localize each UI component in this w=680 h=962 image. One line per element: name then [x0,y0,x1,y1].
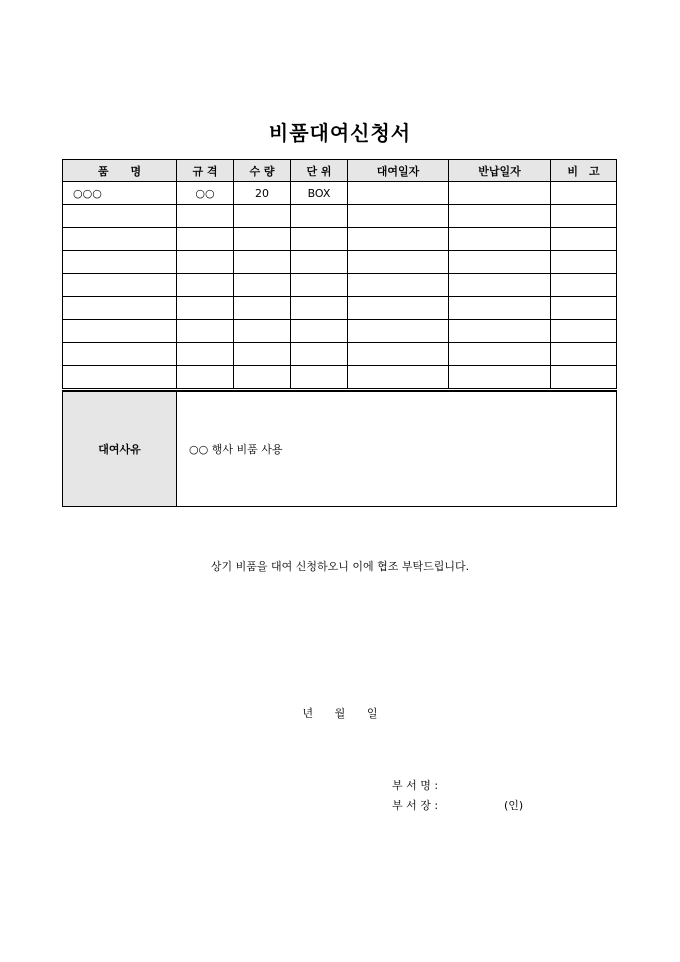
cell-rent-date [348,320,449,343]
header-spec: 규 격 [177,160,234,182]
cell-return-date [449,297,551,320]
cell-spec [177,343,234,366]
cell-item-name [63,366,177,390]
cell-return-date [449,251,551,274]
cell-quantity [234,228,291,251]
dept-name-row [392,777,523,797]
cell-unit [291,343,348,366]
cell-return-date [449,182,551,205]
date-day: 일 [366,707,378,720]
table-header-row [63,160,617,182]
cell-remarks [551,274,617,297]
cell-unit [291,228,348,251]
cell-spec [177,251,234,274]
cell-remarks [551,320,617,343]
dept-name-label: 부 서 명 : [392,779,439,792]
cell-quantity: 20 [234,182,291,205]
cell-return-date [449,320,551,343]
cell-rent-date [348,205,449,228]
cell-spec [177,366,234,390]
table-row [63,274,617,297]
cell-spec [177,205,234,228]
cell-remarks [551,297,617,320]
cell-rent-date [348,297,449,320]
table-row [63,297,617,320]
cell-return-date [449,228,551,251]
cell-rent-date [348,251,449,274]
header-quantity: 수 량 [234,160,291,182]
cell-rent-date [348,366,449,390]
document-title: 비품대여신청서 [268,121,412,145]
table-row [63,228,617,251]
cell-item-name [63,297,177,320]
table-row [63,182,617,205]
reason-value: ○○ 행사 비품 사용 [177,392,617,507]
date-line [0,705,680,721]
cell-quantity [234,274,291,297]
cell-quantity [234,205,291,228]
cell-item-name [63,205,177,228]
date-month: 월 [334,707,346,720]
cell-return-date [449,205,551,228]
date-year: 년 [302,707,314,720]
cell-remarks [551,251,617,274]
cell-quantity [234,251,291,274]
header-rent-date: 대여일자 [348,160,449,182]
cell-spec [177,320,234,343]
cell-unit [291,320,348,343]
cell-return-date [449,343,551,366]
cell-remarks [551,228,617,251]
signature-block [392,777,523,817]
cell-remarks [551,366,617,390]
cell-unit [291,251,348,274]
table-row [63,366,617,390]
header-unit: 단 위 [291,160,348,182]
cell-unit: BOX [291,182,348,205]
reason-table [62,391,617,507]
table-row [63,343,617,366]
cell-unit [291,297,348,320]
cell-item-name [63,251,177,274]
cell-rent-date [348,182,449,205]
reason-row [63,392,617,507]
request-text: 상기 비품을 대여 신청하오니 이에 협조 부탁드립니다. [210,560,470,573]
cell-quantity [234,297,291,320]
cell-item-name [63,320,177,343]
dept-head-row [392,797,523,817]
header-item-name: 품 명 [63,160,177,182]
cell-spec [177,228,234,251]
table-row [63,251,617,274]
cell-unit [291,366,348,390]
cell-quantity [234,320,291,343]
cell-return-date [449,366,551,390]
header-remarks: 비 고 [551,160,617,182]
cell-unit [291,274,348,297]
cell-item-name [63,228,177,251]
cell-spec [177,274,234,297]
table-row [63,320,617,343]
table-row [63,205,617,228]
cell-rent-date [348,274,449,297]
cell-item-name [63,274,177,297]
cell-spec: ○○ [177,182,234,205]
reason-label: 대여사유 [63,392,177,507]
cell-remarks [551,343,617,366]
items-table [62,159,617,391]
cell-item-name [63,343,177,366]
cell-quantity [234,366,291,390]
cell-rent-date [348,343,449,366]
dept-head-label: 부 서 장 : [392,799,439,812]
cell-spec [177,297,234,320]
cell-item-name: ○○○ [63,182,177,205]
cell-unit [291,205,348,228]
seal-mark: (인) [504,799,524,812]
cell-remarks [551,182,617,205]
cell-rent-date [348,228,449,251]
cell-return-date [449,274,551,297]
cell-quantity [234,343,291,366]
header-return-date: 반납일자 [449,160,551,182]
cell-remarks [551,205,617,228]
